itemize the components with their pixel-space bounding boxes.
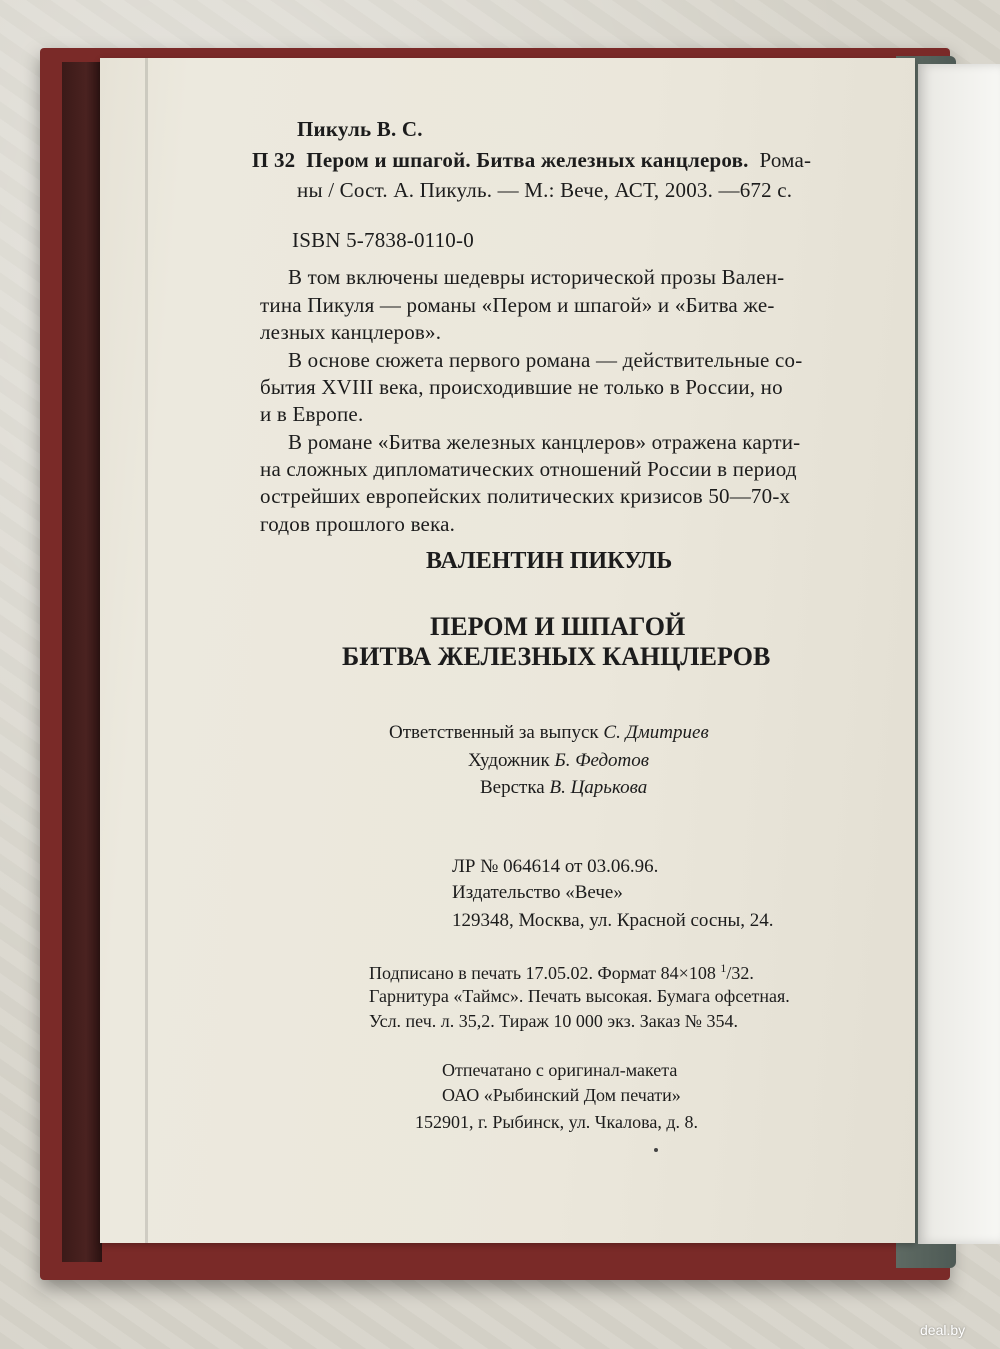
annotation-line: и в Европе. xyxy=(260,402,364,426)
annotation-line: В основе сюжета первого романа — действительные со- xyxy=(288,348,803,372)
credit-layout xyxy=(480,777,647,799)
annotation-line: годов прошлого века. xyxy=(260,512,456,536)
credit-responsible-name: С. Дмитриев xyxy=(603,722,709,743)
annotation-line: лезных канцлеров». xyxy=(260,320,442,344)
annotation-line: острейших европейских политических кризисов 50—70-х xyxy=(260,484,791,508)
publisher-license: ЛР № 064614 от 03.06.96. xyxy=(452,856,659,877)
book-title-1: ПЕРОМ И ШПАГОЙ xyxy=(430,612,686,641)
credit-artist xyxy=(468,750,649,772)
credit-layout-label: Верстка xyxy=(480,777,545,798)
book-title-2: БИТВА ЖЕЛЕЗНЫХ КАНЦЛЕРОВ xyxy=(342,642,771,671)
annotation-line: В романе «Битва железных канцлеров» отражена карти- xyxy=(288,430,801,454)
printer-line-3: 152901, г. Рыбинск, ул. Чкалова, д. 8. xyxy=(415,1112,699,1132)
credit-artist-label: Художник xyxy=(468,750,550,771)
printer-line-2: ОАО «Рыбинский Дом печати» xyxy=(442,1085,681,1105)
author-name: ВАЛЕНТИН ПИКУЛЬ xyxy=(426,548,673,574)
annotation-line: на сложных дипломатических отношений России в период xyxy=(260,457,797,481)
printing-line-2: Гарнитура «Таймс». Печать высокая. Бумага офсетная. xyxy=(369,986,790,1006)
publisher-name: Издательство «Вече» xyxy=(452,882,623,903)
catalog-title: Пером и шпагой. Битва железных канцлеров. xyxy=(306,148,749,172)
catalog-imprint: ны / Сост. А. Пикуль. — М.: Вече, АСТ, 2003. —672 с. xyxy=(297,178,793,202)
credit-responsible-label: Ответственный за выпуск xyxy=(389,722,599,743)
credit-layout-name: В. Царькова xyxy=(549,777,648,798)
printing-line-3: Усл. печ. л. 35,2. Тираж 10 000 экз. Заказ № 354. xyxy=(369,1011,738,1031)
printing-signed: Подписано в печать 17.05.02. Формат 84×108 xyxy=(369,963,716,983)
book-spine xyxy=(62,62,102,1262)
printing-line-1 xyxy=(369,961,754,984)
facing-page xyxy=(918,64,1000,1244)
annotation-line: В том включены шедевры исторической прозы Вален- xyxy=(288,265,785,289)
catalog-title-end: Рома- xyxy=(759,148,812,172)
annotation-line: тина Пикуля — романы «Пером и шпагой» и «Битва же- xyxy=(260,293,775,317)
isbn: ISBN 5-7838-0110-0 xyxy=(292,228,474,252)
watermark: deal.by xyxy=(920,1322,966,1338)
page-fold-line xyxy=(145,58,148,1243)
credit-responsible xyxy=(389,722,709,744)
printing-format-denominator: /32. xyxy=(726,963,754,983)
credit-artist-name: Б. Федотов xyxy=(554,750,650,771)
printer-line-1: Отпечатано с оригинал-макета xyxy=(442,1060,678,1080)
catalog-author: Пикуль В. С. xyxy=(297,117,423,141)
catalog-code: П 32 xyxy=(252,148,296,172)
printing-format-numerator: 1 xyxy=(720,961,727,975)
catalog-title-line xyxy=(252,148,811,173)
annotation-line: бытия XVIII века, происходившие не только в России, но xyxy=(260,375,783,399)
publisher-address: 129348, Москва, ул. Красной сосны, 24. xyxy=(452,910,774,931)
ink-dot xyxy=(654,1148,658,1152)
